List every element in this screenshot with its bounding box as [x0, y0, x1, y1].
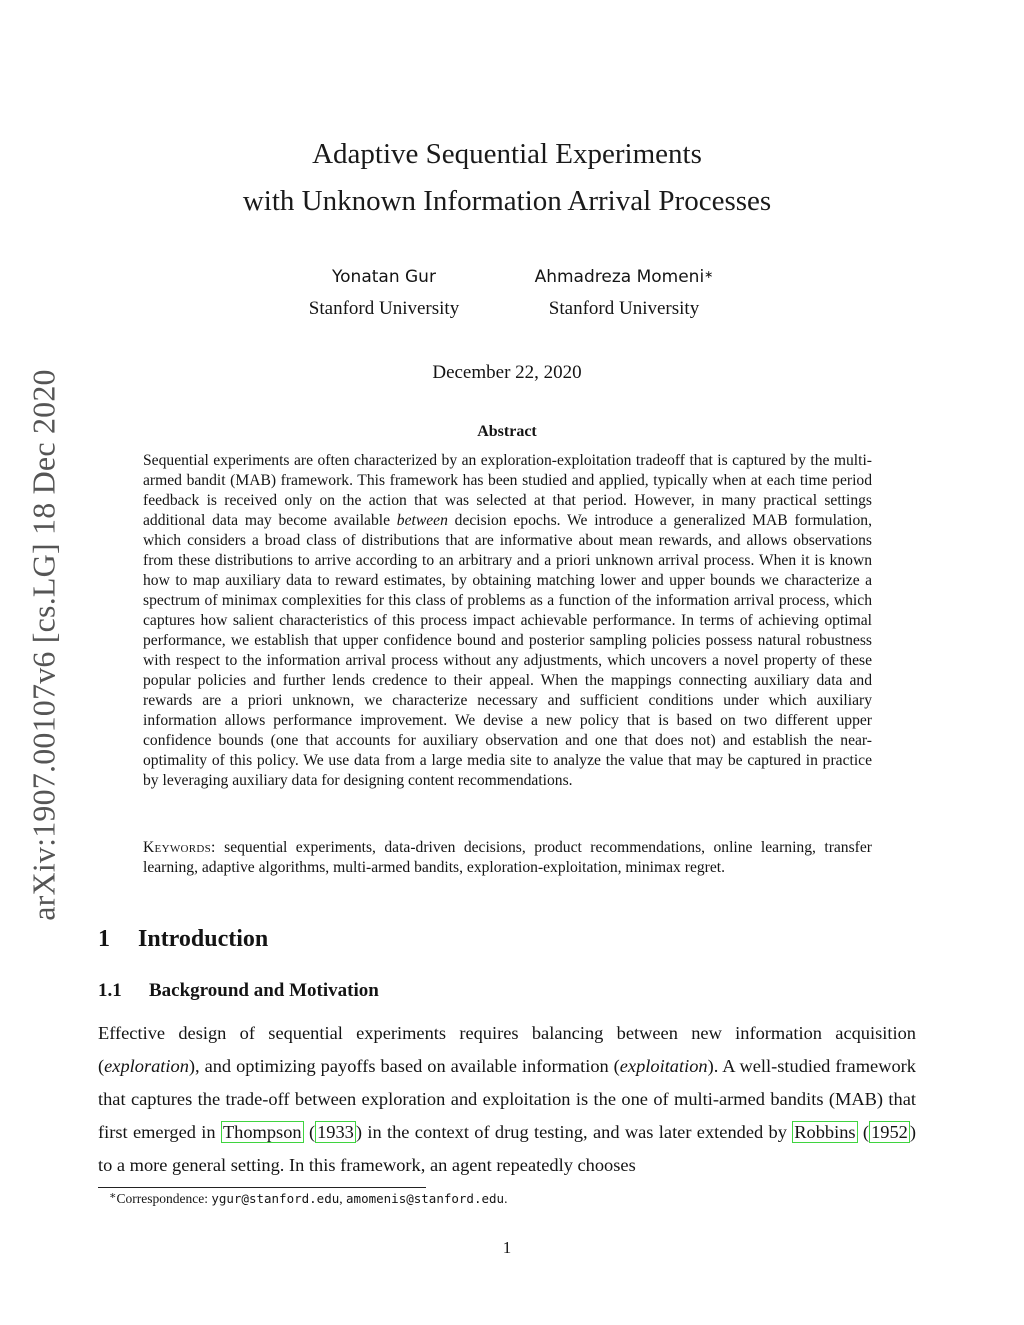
keywords-label: Keywords:: [143, 839, 216, 856]
body-text-1: Effective design of sequential experiments requires balancing between new information acquisition (: [98, 1023, 916, 1076]
citation-link-1952[interactable]: 1952: [871, 1122, 908, 1142]
footnote-rule: [98, 1187, 426, 1188]
citation-paren-2: (: [857, 1122, 870, 1142]
keywords-text: sequential experiments, data-driven decisions, product recommendations, online learning, transfer learning, adaptive algorithms, multi-armed bandits, exploration-exploitation, minimax regret.: [143, 839, 872, 876]
author-block-1: [254, 264, 514, 324]
body-text-5: ) to a more general setting. In this framework, an agent repeatedly chooses: [98, 1122, 916, 1175]
author-name-1: [254, 264, 514, 290]
abstract-part-2: decision epochs. We introduce a generalized MAB formulation, which considers a broad class of distributions that are informative about mean rewards, and allows observations from these distributions to arrive according to an arbitrary and a priori unknown arrival process. When it is known how to map auxiliary data to reward estimates, by obtaining matching lower and upper bounds we characterize a spectrum of minimax complexities for this class of problems as a function of the information arrival process, which captures how salient characteristics of this process impact achievable performance. In terms of achieving optimal performance, we establish that upper confidence bound and posterior sampling policies possess natural robustness with respect to the information arrival process without any adjustments, which uncovers a novel property of these popular policies and further lends credence to their appeal. When the mappings connecting auxiliary data and rewards are a priori unknown, we characterize necessary and sufficient conditions under which auxiliary information allows performance improvement. We devise a new policy that is based on two different upper confidence bounds (one that accounts for auxiliary observation and one that does not) and establish the near-optimality of this policy. We use data from a large media site to analyze the value that may be captured in practice by leveraging auxiliary data for designing content recommendations.: [143, 512, 872, 789]
footnote-separator: ,: [339, 1191, 347, 1206]
author-block-2: [494, 264, 754, 324]
subsection-heading: [98, 980, 379, 1002]
author-name-2-text: Ahmadreza Momeni: [534, 267, 705, 287]
citation-paren-1: (: [303, 1122, 316, 1142]
paper-title-line-1: Adaptive Sequential Experiments: [312, 138, 702, 170]
arxiv-identifier: arXiv:1907.00107v6 [cs.LG] 18 Dec 2020: [25, 369, 62, 921]
footnote-email-2[interactable]: amomenis@stanford.edu: [346, 1191, 505, 1206]
author-name-1-text: Yonatan Gur: [332, 267, 436, 287]
citation-link-1933[interactable]: 1933: [317, 1122, 354, 1142]
section-title: Introduction: [138, 926, 269, 952]
abstract-text: [143, 451, 872, 791]
body-text-3: ). A well-studied framework that captures the trade-off between exploration and exploitation is the one of multi-armed bandits (MAB) that first emerged in: [98, 1056, 916, 1142]
footnote-mark: ∗: [109, 1190, 117, 1202]
citation-link-robbins[interactable]: Robbins: [794, 1122, 856, 1142]
paper-title-line-2: with Unknown Information Arrival Processes: [242, 185, 772, 217]
subsection-number: 1.1: [98, 980, 122, 1001]
footnote-label: Correspondence:: [116, 1191, 212, 1206]
author-footnote-mark[interactable]: ∗: [704, 268, 714, 281]
footnote: [109, 1191, 507, 1207]
author-affiliation-2: Stanford University: [548, 298, 700, 319]
section-number: 1: [98, 926, 110, 952]
paper-date: December 22, 2020: [432, 362, 582, 383]
body-paragraph: [98, 1017, 916, 1182]
abstract-part-1: Sequential experiments are often characterized by an exploration-exploitation tradeoff that is captured by the multi-armed bandit (MAB) framework. This framework has been studied and applied, typically when at each time period feedback is received only on the action that was selected at that period. However, in many practical settings additional data may become available: [143, 452, 872, 529]
footnote-email-1[interactable]: ygur@stanford.edu: [211, 1191, 340, 1206]
body-emphasis-exploration: exploration: [104, 1056, 189, 1076]
citation-link-thompson[interactable]: Thompson: [222, 1122, 302, 1142]
keywords: [143, 838, 872, 878]
body-text-4: ) in the context of drug testing, and was later extended by: [355, 1122, 793, 1142]
author-name-2: [494, 264, 754, 290]
section-heading: [98, 926, 268, 953]
author-affiliation-1: Stanford University: [308, 298, 460, 319]
page-number: 1: [502, 1238, 512, 1257]
abstract-heading: Abstract: [477, 423, 537, 440]
body-text-2: ), and optimizing payoffs based on available information (: [188, 1056, 620, 1076]
subsection-title: Background and Motivation: [149, 980, 379, 1001]
footnote-end: .: [504, 1191, 508, 1206]
body-emphasis-exploitation: exploitation: [619, 1056, 708, 1076]
abstract-emphasis: between: [396, 512, 448, 529]
